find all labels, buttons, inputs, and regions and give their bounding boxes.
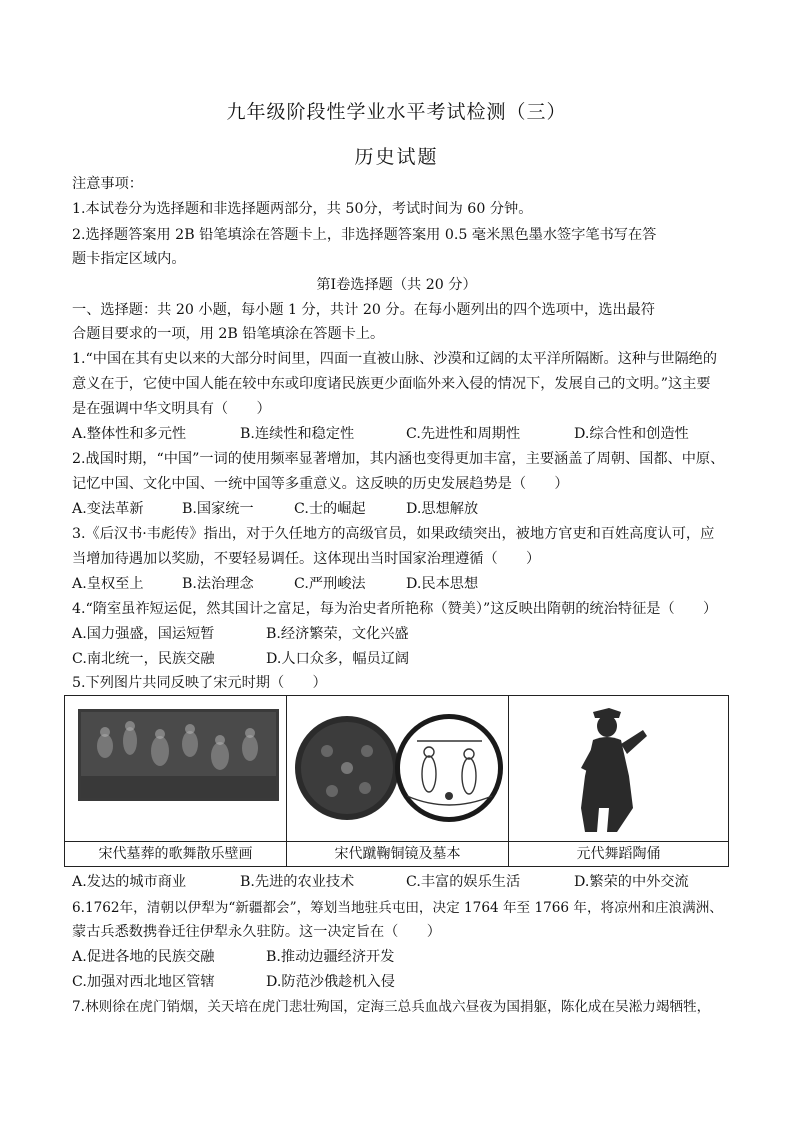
- q3-stem-line-1: 3.《后汉书·韦彪传》指出，对于久任地方的高级官员，如果政绩突出，被地方官吏和百姓高度认可，应: [72, 526, 715, 542]
- q1-stem-line-1: 1.“中国在其有史以来的大部分时间里，四面一直被山脉、沙漠和辽阔的太平洋所隔断。这种与世隔绝的: [72, 351, 718, 367]
- q6-stem-line-1: 6.1762年，清朝以伊犁为“新疆都会”，筹划当地驻兵屯田，决定 1764 年至 1766 年，将凉州和庄浪满洲、: [72, 900, 723, 916]
- section-intro-line-2: 合题目要求的一项，用 2B 铅笔填涂在答题卡上。: [72, 326, 385, 342]
- q2-stem-line-2: 记忆中国、文化中国、一统中国等多重意义。这反映的历史发展趋势是（ ）: [72, 476, 569, 492]
- q7-stem-line-1: 7.林则徐在虎门销烟，关天培在虎门悲壮殉国，定海三总兵血战六昼夜为国捐躯，陈化成在吴淞力竭牺牲，: [72, 999, 711, 1015]
- notice-heading: 注意事项：: [72, 176, 143, 192]
- q3-option-c: C.严刑峻法: [294, 576, 366, 592]
- q2-option-d: D.思想解放: [406, 501, 479, 517]
- q5-option-a: A.发达的城市商业: [72, 874, 187, 890]
- notice-item-2-line-2: 题卡指定区域内。: [72, 251, 186, 267]
- q4-stem-line-1: 4.“隋室虽祚短运促，然其国计之富足，每为治史者所艳称（赞美）”这反映出隋朝的统治特征是（ ）: [72, 601, 718, 617]
- q5-option-d: D.繁荣的中外交流: [574, 874, 689, 890]
- q6-option-a: A.促进各地的民族交融: [72, 949, 215, 965]
- q2-option-c: C.士的崛起: [294, 501, 366, 517]
- bronze-mirror-image: [287, 696, 509, 841]
- q4-option-c: C.南北统一，民族交融: [72, 651, 215, 667]
- q1-option-d: D.综合性和创造性: [574, 426, 689, 442]
- q2-option-b: B.国家统一: [182, 501, 254, 517]
- caption-figurine: 元代舞蹈陶俑: [509, 841, 728, 866]
- q1-option-a: A.整体性和多元性: [72, 426, 187, 442]
- caption-mural: 宋代墓葬的歌舞散乐壁画: [65, 841, 287, 866]
- q6-option-c: C.加强对西北地区管辖: [72, 974, 215, 990]
- q1-stem-line-2: 意义在于，它使中国人能在较中东或印度诸民族更少面临外来入侵的情况下，发展自己的文明。”这主要: [72, 376, 711, 392]
- q3-option-a: A.皇权至上: [72, 576, 144, 592]
- q1-stem-line-3: 是在强调中华文明具有（ ）: [72, 401, 271, 417]
- q3-stem-line-2: 当增加待遇加以奖励，不要轻易调任。这体现出当时国家治理遵循（ ）: [72, 551, 541, 567]
- q6-option-b: B.推动边疆经济开发: [266, 949, 395, 965]
- q3-option-d: D.民本思想: [406, 576, 479, 592]
- q1-option-c: C.先进性和周期性: [406, 426, 521, 442]
- section-heading: 第Ⅰ卷选择题（共 20 分）: [316, 277, 477, 293]
- q5-image-table: [64, 695, 729, 867]
- notice-item-2-line-1: 2.选择题答案用 2B 铅笔填涂在答题卡上，非选择题答案用 0.5 毫米黑色墨水签字笔书写在答: [72, 227, 657, 243]
- q6-stem-line-2: 蒙古兵悉数携眷迁往伊犁永久驻防。这一决定旨在（ ）: [72, 924, 441, 940]
- section-intro-line-1: 一、选择题：共 20 小题，每小题 1 分，共计 20 分。在每小题列出的四个选项中，选出最符: [72, 302, 655, 318]
- page-subtitle: 历史试题: [354, 146, 439, 168]
- caption-mirror: 宋代蹴鞠铜镜及墓本: [287, 841, 509, 866]
- q4-option-d: D.人口众多，幅员辽阔: [266, 651, 410, 667]
- q1-option-b: B.连续性和稳定性: [240, 426, 355, 442]
- q4-option-b: B.经济繁荣，文化兴盛: [266, 626, 409, 642]
- q4-option-a: A.国力强盛，国运短暂: [72, 626, 215, 642]
- q5-option-b: B.先进的农业技术: [240, 874, 355, 890]
- q5-option-c: C.丰富的娱乐生活: [406, 874, 521, 890]
- page-title: 九年级阶段性学业水平考试检测（三）: [226, 101, 567, 123]
- q6-option-d: D.防范沙俄趁机入侵: [266, 974, 395, 990]
- q5-stem-line-1: 5.下列图片共同反映了宋元时期（ ）: [72, 675, 327, 691]
- q2-option-a: A.变法革新: [72, 501, 144, 517]
- q2-stem-line-1: 2.战国时期，“中国”一词的使用频率显著增加，其内涵也变得更加丰富，主要涵盖了周朝、国都、中原、: [72, 451, 725, 467]
- pottery-figurine-image: [509, 696, 728, 841]
- mural-image: [65, 696, 287, 841]
- notice-item-1: 1.本试卷分为选择题和非选择题两部分，共 50分，考试时间为 60 分钟。: [72, 201, 533, 217]
- q3-option-b: B.法治理念: [182, 576, 254, 592]
